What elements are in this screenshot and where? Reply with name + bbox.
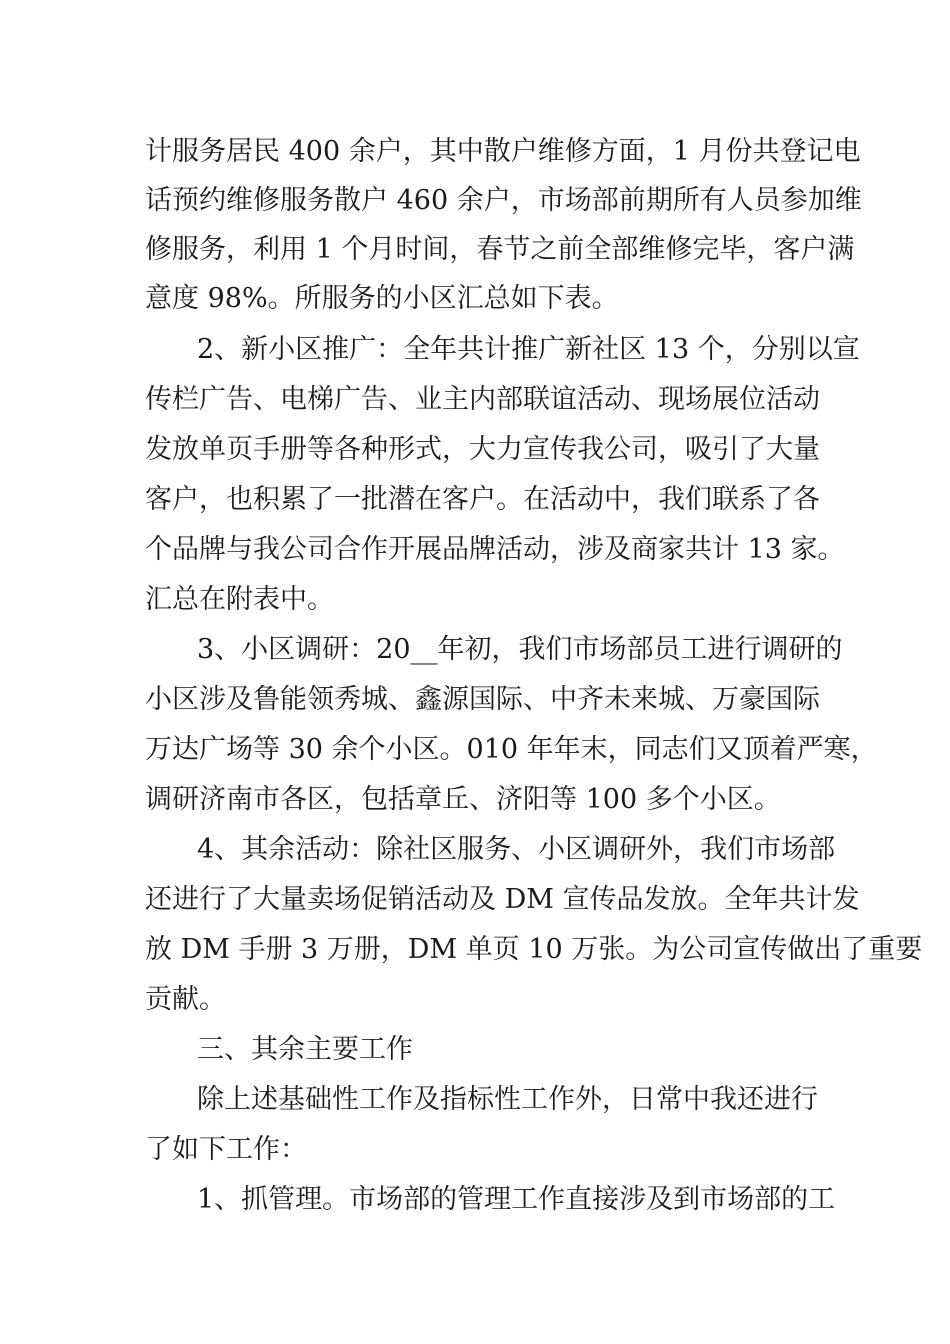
text-line: 发放单页手册等各种形式，大力宣传我公司，吸引了大量 <box>145 434 820 465</box>
text-line: 个品牌与我公司合作开展品牌活动，涉及商家共计 13 家。 <box>145 534 845 565</box>
section-heading: 三、其余主要工作 <box>197 1034 413 1065</box>
text-line: 传栏广告、电梯广告、业主内部联谊活动、现场展位活动 <box>145 384 820 415</box>
text-line: 调研济南市各区，包括章丘、济阳等 100 多个小区。 <box>145 784 781 815</box>
text-line: 还进行了大量卖场促销活动及 DM 宣传品发放。全年共计发 <box>145 884 860 915</box>
text-line: 汇总在附表中。 <box>145 584 334 615</box>
text-line: 客户，也积累了一批潜在客户。在活动中，我们联系了各 <box>145 484 820 515</box>
text-line: 小区涉及鲁能领秀城、鑫源国际、中齐未来城、万豪国际 <box>145 684 820 715</box>
text-line: 意度 98%。所服务的小区汇总如下表。 <box>145 283 619 314</box>
text-line: 修服务，利用 1 个月时间，春节之前全部维修完毕，客户满 <box>145 234 855 265</box>
paragraph-start-line: 1、抓管理。市场部的管理工作直接涉及到市场部的工 <box>197 1184 836 1215</box>
text-line: 话预约维修服务散户 460 余户，市场部前期所有人员参加维 <box>145 185 862 216</box>
text-line: 了如下工作： <box>145 1134 307 1165</box>
text-line: 万达广场等 30 余个小区。010 年年末，同志们又顶着严寒， <box>145 734 878 765</box>
text-line: 贡献。 <box>145 984 226 1015</box>
paragraph-start-line: 2、新小区推广：全年共计推广新社区 13 个，分别以宣 <box>197 334 860 365</box>
text-line: 放 DM 手册 3 万册，DM 单页 10 万张。为公司宣传做出了重要 <box>145 934 923 965</box>
paragraph-start-line: 3、小区调研：20__年初，我们市场部员工进行调研的 <box>197 634 843 665</box>
text-line: 计服务居民 400 余户，其中散户维修方面，1 月份共登记电 <box>145 136 861 167</box>
paragraph-start-line: 4、其余活动：除社区服务、小区调研外，我们市场部 <box>197 834 836 865</box>
paragraph-start-line: 除上述基础性工作及指标性工作外，日常中我还进行 <box>197 1084 818 1115</box>
